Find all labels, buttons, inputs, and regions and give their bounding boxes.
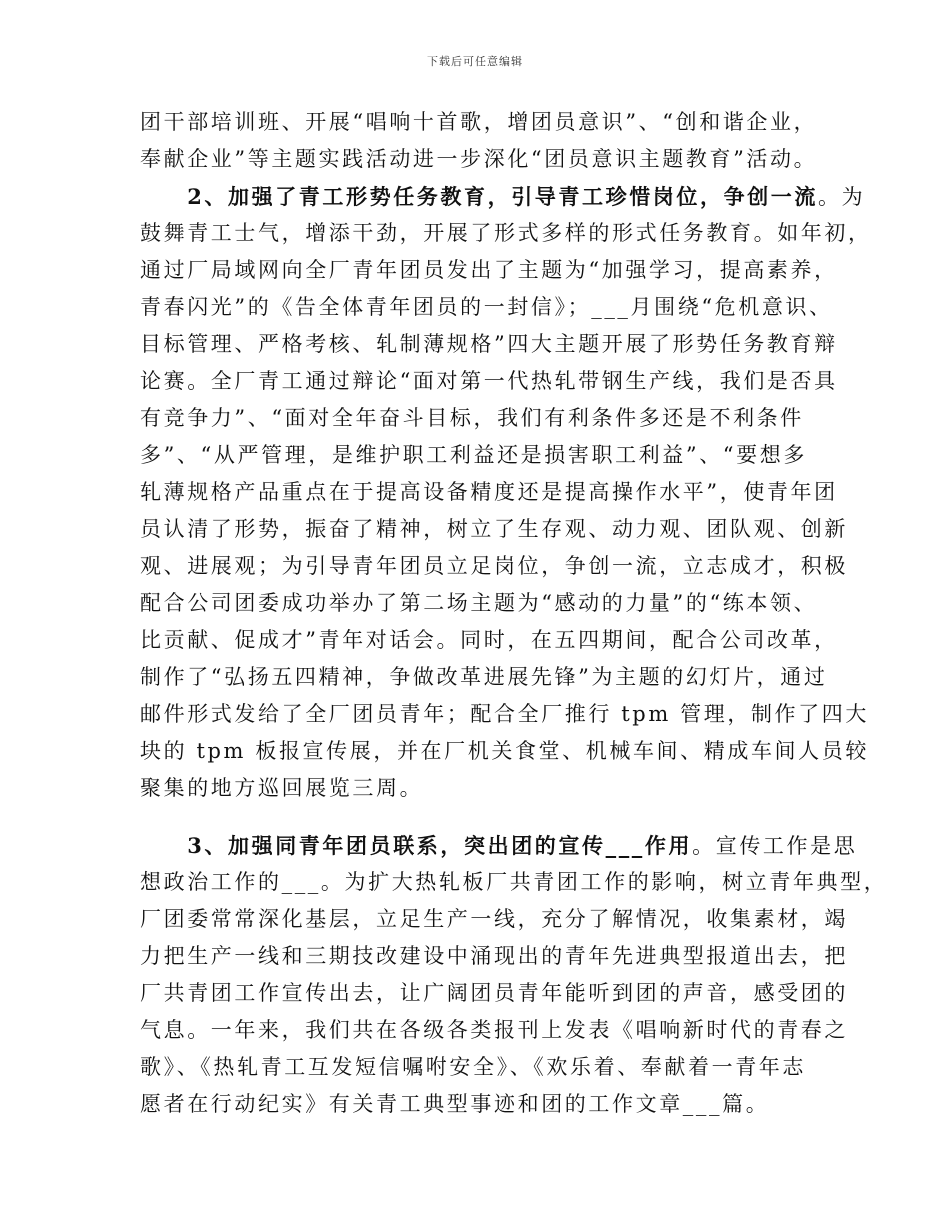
line-text: 通过厂局域网向全厂青年团员发出了主题为“加强学习，提高素养，: [140, 258, 838, 282]
text-line: [140, 901, 848, 938]
text-line: [140, 104, 820, 141]
line-text: 奉献企业”等主题实践活动进一步深化“团员意识主题教育”活动。: [140, 147, 818, 171]
line-text: 比贡献、促成才”青年对话会。同时，在五四期间，配合公司改革，: [140, 628, 838, 652]
text-line: [140, 659, 828, 696]
page-header: 下载后可任意编辑: [427, 55, 523, 68]
text-line: [140, 1012, 848, 1049]
text-line: [140, 733, 869, 770]
paragraph: [140, 827, 888, 1123]
line-text: 厂共青团工作宣传出去，让广阔团员青年能听到团的声音，感受团的: [140, 981, 848, 1005]
text-line: [140, 437, 820, 474]
line-text: 轧薄规格产品重点在于提高设备精度还是提高操作水平”，使青年团: [140, 480, 838, 504]
text-line: [140, 975, 848, 1012]
line-text: 鼓舞青工士气，增添干劲，开展了形式多样的形式任务教育。如年初，: [140, 221, 872, 245]
line-text: 论赛。全厂青工通过辩论“面对第一代热轧带钢生产线，我们是否具: [140, 369, 838, 393]
line-text: 块的 tpm 板报宣传展，并在厂机关食堂、机械车间、精成车间人员较: [140, 739, 869, 763]
text-line: [140, 289, 833, 326]
text-line: [140, 622, 838, 659]
line-text: 邮件形式发给了全厂团员青年；配合全厂推行 tpm 管理，制作了四大: [140, 702, 869, 726]
text-line: [140, 474, 838, 511]
text-line: [140, 511, 848, 548]
document-body: [140, 104, 888, 1123]
line-text: 聚集的地方巡回展览三周。: [140, 776, 424, 800]
line-text: 多”、“从严管理，是维护职工利益还是损害职工利益”、“要想多: [140, 443, 807, 467]
line-text: 员认清了形势，振奋了精神，树立了生存观、动力观、团队观、创新: [140, 517, 848, 541]
bold-heading-text: 3、加强同青年团员联系，突出团的宣传___作用: [140, 833, 693, 858]
text-line: [140, 1086, 820, 1123]
line-text: 目标管理、严格考核、轧制薄规格”四大主题开展了形势任务教育辩: [140, 332, 838, 356]
line-text: 想政治工作的___。为扩大热轧板厂共青团工作的影响，树立青年典型，: [140, 870, 888, 894]
line-text: 制作了“弘扬五四精神，争做改革进展先锋”为主题的幻灯片，通过: [140, 665, 828, 689]
line-text: 气息。一年来，我们共在各级各类报刊上发表《唱响新时代的青春之: [140, 1018, 848, 1042]
text-line: [140, 548, 848, 585]
text-line: [140, 141, 820, 178]
paragraph: [140, 104, 820, 178]
line-text: 团干部培训班、开展“唱响十首歌，增团员意识”、“创和谐企业，: [140, 110, 818, 134]
line-text: 厂团委常常深化基层，立足生产一线，充分了解情况，收集素材，竭: [140, 907, 848, 931]
paragraph-gap: [140, 807, 820, 827]
text-line: [140, 864, 888, 901]
line-text: 。为: [818, 185, 866, 209]
paragraph: [140, 178, 872, 807]
text-line: [140, 252, 838, 289]
bold-heading-text: 2、加强了青工形势任务教育，引导青工珍惜岗位，争创一流: [140, 184, 819, 209]
text-line: [140, 827, 858, 864]
text-line: [140, 363, 838, 400]
line-text: 有竞争力”、“面对全年奋斗目标，我们有利条件多还是不利条件: [140, 406, 804, 430]
text-line: [140, 770, 820, 807]
text-line: [140, 1049, 820, 1086]
text-line: [140, 400, 820, 437]
text-line: [140, 215, 872, 252]
text-line: [140, 938, 848, 975]
line-text: 歌》、《热轧青工互发短信嘱咐安全》、《欢乐着、奉献着一青年志: [140, 1055, 806, 1079]
text-line: [140, 326, 838, 363]
text-line: [140, 178, 866, 215]
line-text: 观、进展观；为引导青年团员立足岗位，争创一流，立志成才，积极: [140, 554, 848, 578]
text-line: [140, 696, 869, 733]
line-text: 配合公司团委成功举办了第二场主题为“感动的力量”的“练本领、: [140, 591, 818, 615]
text-line: [140, 585, 820, 622]
line-text: 。宣传工作是思: [692, 834, 858, 858]
line-text: 青春闪光”的《告全体青年团员的一封信》；___月围绕“危机意识、: [140, 295, 833, 319]
line-text: 力把生产一线和三期技改建设中涌现出的青年先进典型报道出去，把: [140, 944, 848, 968]
line-text: 愿者在行动纪实》有关青工典型事迹和团的工作文章___篇。: [140, 1092, 770, 1116]
